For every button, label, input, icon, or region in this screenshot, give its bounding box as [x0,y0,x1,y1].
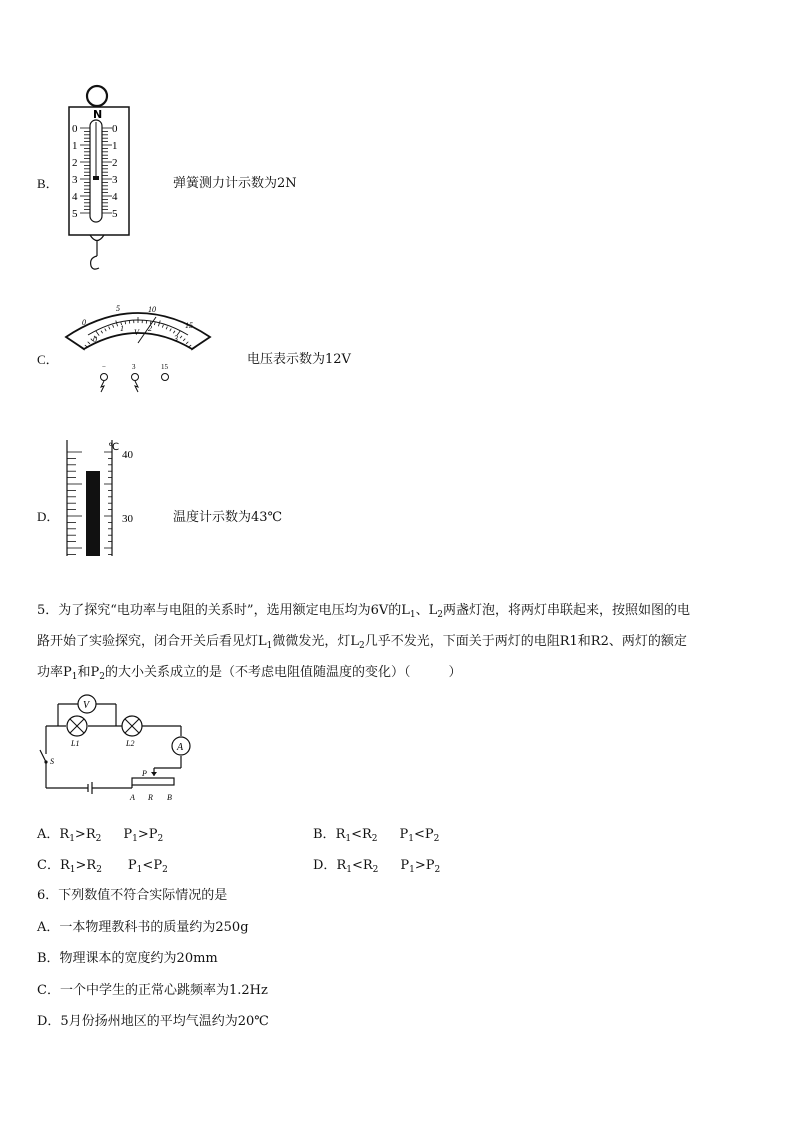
spring-right-tick-label: 5 [112,208,118,220]
voltmeter-scale-tick [101,331,103,334]
spring-right-tick-label: 4 [112,191,118,203]
spring-left-tick-label: 3 [72,174,78,186]
q5-option-c: C．$R_1>R_2$ $P_1<P_2$ [37,858,168,875]
q5-option-b: B．$R_1<R_2$ $P_1<P_2$ [313,827,440,844]
q6-option-b: B．物理课本的宽度约为20mm [37,951,218,966]
voltmeter-lower-label: 1 [120,324,124,333]
terminal-label-3: 3 [132,363,136,371]
spring-right-tick-label: 2 [112,157,118,169]
voltmeter-symbol: V [134,328,139,337]
voltmeter-scale-tick [113,325,114,328]
q5-line-3: 功率$P_1$和$P_2$的大小关系成立的是（不考虑电阻值随温度的变化）（ ） [37,665,462,682]
option-d-label: D． [37,509,60,524]
option-b-label: B． [37,176,59,191]
voltmeter-upper-label: 0 [82,318,86,327]
circuit-label-b: B [167,793,172,802]
voltmeter-upper-label: 5 [116,304,120,313]
option-c-label: C． [37,352,59,367]
spring-left-tick-label: 0 [72,123,78,135]
voltmeter-scale-tick [183,339,185,341]
voltmeter-scale-tick [88,342,90,344]
voltmeter-upper-label: 10 [148,305,156,314]
terminal-label-15: 15 [161,363,168,371]
thermometer-figure [62,438,152,560]
thermometer-label-40: 40 [122,449,133,461]
voltmeter-scale-tick [189,345,191,347]
option-b-caption: 弹簧测力计示数为2N [173,176,297,191]
q5-option-a: A．$R_1>R_2$ $P_1>P_2$ [37,827,164,844]
thermometer-unit: ℃ [108,442,120,453]
spring-right-tick-label: 0 [112,123,118,135]
voltmeter-scale-tick [154,322,155,325]
voltmeter-scale-tick [166,327,167,330]
voltmeter-lower-label: 0 [93,335,97,344]
question-5-stem [37,595,767,688]
voltmeter-lower-label: 3 [174,334,178,343]
circuit-diagram [36,690,196,812]
spring-right-tick-label: 3 [112,174,118,186]
spring-scale-figure [60,84,140,274]
terminal-label-negative: − [102,363,106,371]
voltmeter-scale-tick [170,329,171,332]
voltmeter-scale-tick [125,321,126,324]
q5-option-d: D．$R_1<R_2$ $P_1>P_2$ [313,858,441,875]
voltmeter-scale-tick [109,327,110,330]
q6-option-a: A．一本物理教科书的质量约为250g [37,920,249,935]
option-d-caption: 温度计示数为43℃ [173,510,283,525]
circuit-label-r: R [148,793,153,802]
q6-option-d: D．5月份扬州地区的平均气温约为20℃ [37,1014,269,1029]
circuit-label-p: P [142,769,147,778]
option-c-caption: 电压表示数为12V [247,352,351,367]
voltmeter-scale-tick [173,331,175,334]
spring-right-tick-label: 1 [112,140,118,152]
voltmeter-figure [60,297,216,397]
voltmeter-scale-tick [186,342,188,344]
spring-left-tick-label: 1 [72,140,78,152]
thermometer-label-30: 30 [122,513,133,525]
spring-left-tick-label: 4 [72,191,78,203]
circuit-label-l2: L2 [126,739,135,748]
q6-option-c: C．一个中学生的正常心跳频率为1.2Hz [37,983,268,998]
q5-line-2: 路开始了实验探究，闭合开关后看见灯$L_1$微微发光，灯$L_2$几乎不发光，下面关于两灯的电阻R1和R2、两灯的额定 [37,634,687,651]
spring-left-tick-label: 5 [72,208,78,220]
circuit-label-s: S [50,757,54,766]
q5-line-1: 5．为了探究“电功率与电阻的关系时”，选用额定电压均为6V的$L_1$、$L_2$两盏灯泡，将两灯串联起来，按照如图的电 [37,603,690,620]
voltmeter-lower-label: 2 [148,324,152,333]
circuit-label-l1: L1 [71,739,80,748]
circuit-ammeter-symbol: A [177,742,184,753]
question-6-stem: 6．下列数值不符合实际情况的是 [37,888,228,903]
voltmeter-scale-tick [105,329,106,332]
voltmeter-scale-tick [162,325,163,328]
voltmeter-scale-tick [180,336,182,338]
circuit-voltmeter-symbol: V [83,700,90,711]
voltmeter-upper-label: 15 [185,321,193,330]
spring-scale-unit: N [93,108,103,121]
circuit-label-a: A [130,793,135,802]
spring-left-tick-label: 2 [72,157,78,169]
voltmeter-scale-tick [85,345,87,347]
